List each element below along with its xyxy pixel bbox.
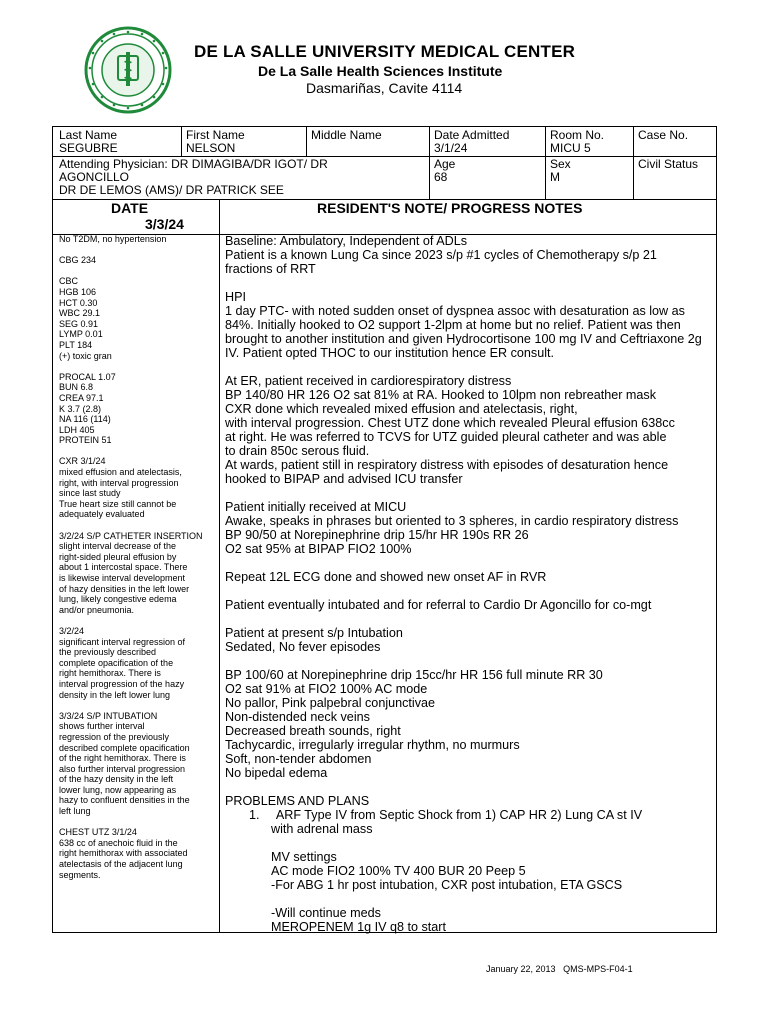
date-column-header: DATE (111, 200, 149, 216)
sex-value: M (550, 170, 560, 184)
attending-physician-line3: DR DE LEMOS (AMS)/ DR PATRICK SEE (59, 183, 284, 197)
lab-line: significant interval regression of (59, 636, 186, 647)
note-line: Decreased breath sounds, right (225, 724, 401, 738)
lab-line: 3/2/24 (59, 625, 85, 636)
lab-line: CBG 234 (59, 255, 97, 266)
note-line: Patient at present s/p Intubation (225, 626, 403, 640)
lab-line: NA 116 (114) (59, 414, 111, 425)
note-line: Soft, non-tender abdomen (225, 752, 372, 766)
medication-line: -Will continue meds (271, 906, 381, 920)
lab-line: HCT 0.30 (59, 297, 98, 308)
lab-line: lower lung, now appearing as (59, 784, 177, 795)
note-line: Non-distended neck veins (225, 710, 370, 724)
lab-line: atelectasis of the adjacent lung (59, 859, 183, 870)
problem-text-line1: ARF Type IV from Septic Shock from 1) CAP HR 2) Lung CA st IV (275, 808, 643, 822)
institution-address: Dasmariñas, Cavite 4114 (306, 80, 463, 96)
date-admitted-value: 3/1/24 (434, 141, 468, 155)
note-line: At wards, patient still in respiratory distress with episodes of desaturation hence (225, 458, 669, 472)
note-line: At ER, patient received in cardiorespiratory distress (225, 374, 512, 388)
institution-name: DE LA SALLE UNIVERSITY MEDICAL CENTER (194, 42, 576, 61)
lab-line: SEG 0.91 (59, 318, 99, 329)
footer-form-code: QMS-MPS-F04-1 (563, 964, 633, 974)
lab-line: slight interval decrease of the (59, 541, 177, 552)
attending-physician-line1: Attending Physician: DR DIMAGIBA/DR IGOT/ DR (59, 157, 328, 171)
note-line: BP 90/50 at Norepinephrine drip 15/hr HR 190s RR 26 (225, 528, 529, 542)
lab-line: CBC (59, 276, 79, 287)
case-no-label: Case No. (638, 128, 689, 142)
progress-notes-column (225, 234, 715, 934)
lab-line: right, with interval progression (59, 477, 179, 488)
note-line: Patient is a known Lung Ca since 2023 s/p #1 cycles of Chemotherapy s/p 21 (225, 248, 657, 262)
lab-line: since last study (59, 488, 121, 499)
lab-line: lung, likely congestive edema (59, 594, 177, 605)
lab-line: described complete opacification (59, 742, 190, 753)
attending-physician-line2: AGONCILLO (59, 170, 130, 184)
note-line: Sedated, No fever episodes (225, 640, 381, 654)
lab-line: True heart size still cannot be (59, 498, 177, 509)
note-line: CXR done which revealed mixed effusion and atelectasis, right, (225, 402, 578, 416)
lab-line: mixed effusion and atelectasis, (59, 467, 182, 478)
lab-line: CXR 3/1/24 (59, 456, 106, 467)
lab-line: hazy to confluent densities in the (59, 795, 190, 806)
note-line: HPI (225, 290, 246, 304)
lab-line: 3/2/24 S/P CATHETER INSERTION (59, 530, 203, 541)
lab-results-column (59, 234, 217, 880)
lab-line: shows further interval (59, 721, 145, 732)
lab-line: right hemithorax. There is (59, 668, 161, 679)
first-name-label: First Name (186, 128, 245, 142)
note-line: BP 140/80 HR 126 O2 sat 81% at RA. Hooked to 10lpm non rebreather mask (225, 388, 656, 402)
age-value: 68 (434, 170, 448, 184)
note-line: at right. He was referred to TCVS for UTZ guided pleural catheter and was able (225, 430, 667, 444)
note-line: Tachycardic, irregularly irregular rhythm, no murmurs (225, 738, 520, 752)
mv-setting-line: AC mode FIO2 100% TV 400 BUR 20 Peep 5 (271, 864, 526, 878)
medications-block (225, 906, 715, 934)
problem-text-line2: with adrenal mass (271, 822, 373, 836)
lab-line: CREA 97.1 (59, 392, 104, 403)
room-value: MICU 5 (550, 141, 591, 155)
civil-status-label: Civil Status (638, 157, 699, 171)
note-date: 3/3/24 (145, 216, 184, 232)
lab-line: PROTEIN 51 (59, 435, 112, 446)
note-line: to drain 850c serous fluid. (225, 444, 370, 458)
note-line: No pallor, Pink palpebral conjunctivae (225, 696, 436, 710)
lab-line: about 1 intercostal space. There (59, 562, 188, 573)
note-line: 84%. Initially hooked to O2 support 1-2lpm at home but no relief. Patient was then (225, 318, 681, 332)
note-line: No bipedal edema (225, 766, 328, 780)
note-line: Patient initially received at MICU (225, 500, 407, 514)
mv-setting-line: MV settings (271, 850, 337, 864)
mv-setting-line: -For ABG 1 hr post intubation, CXR post intubation, ETA GSCS (271, 878, 623, 892)
note-line: fractions of RRT (225, 262, 316, 276)
lab-line: adequately evaluated (59, 509, 145, 520)
lab-line: of hazy densities in the left lower (59, 583, 190, 594)
lab-line: of the hazy density in the left (59, 774, 174, 785)
lab-line: LYMP 0.01 (59, 329, 103, 340)
last-name-value: SEGUBRE (59, 141, 118, 155)
note-line: brought to another institution and given Hydrocortisone 100 mg IV and Ceftriaxone 2g (225, 332, 702, 346)
lab-line: of the right hemithorax. There is (59, 753, 186, 764)
lab-line: PLT 184 (59, 339, 93, 350)
patient-info-table (52, 126, 717, 200)
lab-line: density in the left lower lung (59, 689, 171, 700)
middle-name-label: Middle Name (311, 128, 382, 142)
lab-line: left lung (59, 806, 91, 817)
lab-line: complete opacification of the (59, 657, 174, 668)
lab-line: the previously described (59, 647, 157, 658)
note-line: hooked to BIPAP and advised ICU transfer (225, 472, 463, 486)
last-name-label: Last Name (59, 128, 118, 142)
problem-number: 1. (249, 808, 260, 822)
lab-line: 638 cc of anechoic fluid in the (59, 837, 178, 848)
lab-line: HGB 106 (59, 286, 97, 297)
lab-line: right-sided pleural effusion by (59, 551, 177, 562)
progress-notes-table (52, 200, 717, 933)
institute-name: De La Salle Health Sciences Institute (258, 63, 503, 79)
note-line: 1 day PTC- with noted sudden onset of dyspnea assoc with desaturation as low as (225, 304, 685, 318)
note-line: Baseline: Ambulatory, Independent of ADLs (225, 234, 468, 248)
note-line: Repeat 12L ECG done and showed new onset AF in RVR (225, 570, 547, 584)
note-line: IV. Patient opted THOC to our institution hence ER consult. (225, 346, 555, 360)
date-admitted-label: Date Admitted (434, 128, 510, 142)
note-line: O2 sat 95% at BIPAP FIO2 100% (225, 542, 412, 556)
lab-line: BUN 6.8 (59, 382, 94, 393)
note-line: Patient eventually intubated and for referral to Cardio Dr Agoncillo for co-mgt (225, 598, 652, 612)
age-label: Age (434, 157, 456, 171)
footer-date: January 22, 2013 (486, 964, 556, 974)
mv-settings-block (225, 850, 715, 892)
form-footer (486, 964, 633, 974)
lab-line: WBC 29.1 (59, 308, 101, 319)
notes-column-header: RESIDENT'S NOTE/ PROGRESS NOTES (317, 200, 583, 216)
lab-line: No T2DM, no hypertension (59, 234, 167, 244)
note-line: BP 100/60 at Norepinephrine drip 15cc/hr HR 156 full minute RR 30 (225, 668, 603, 682)
sex-label: Sex (550, 157, 571, 171)
first-name-value: NELSON (186, 141, 236, 155)
lab-line: (+) toxic gran (59, 350, 112, 361)
note-line: with interval progression. Chest UTZ done which revealed Pleural effusion 638cc (225, 416, 675, 430)
problem-item (225, 808, 715, 822)
lab-line: interval progression of the hazy (59, 678, 185, 689)
room-label: Room No. (550, 128, 605, 142)
lab-line: K 3.7 (2.8) (59, 403, 102, 414)
lab-line: also further interval progression (59, 763, 186, 774)
problems-header: PROBLEMS AND PLANS (225, 794, 370, 808)
note-line: O2 sat 91% at FIO2 100% AC mode (225, 682, 428, 696)
note-line: Awake, speaks in phrases but oriented to 3 spheres, in cardio respiratory distress (225, 514, 679, 528)
lab-line: LDH 405 (59, 424, 95, 435)
lab-line: regression of the previously (59, 731, 170, 742)
lab-line: 3/3/24 S/P INTUBATION (59, 710, 158, 721)
lab-line: right hemithorax with associated (59, 848, 188, 859)
lab-line: and/or pneumonia. (59, 604, 135, 615)
lab-line: PROCAL 1.07 (59, 371, 116, 382)
lab-line: is likewise interval development (59, 573, 186, 583)
lab-line: segments. (59, 869, 101, 880)
university-seal-logo (84, 26, 172, 114)
medication-line: MEROPENEM 1g IV q8 to start (271, 920, 446, 934)
lab-line: CHEST UTZ 3/1/24 (59, 827, 137, 838)
